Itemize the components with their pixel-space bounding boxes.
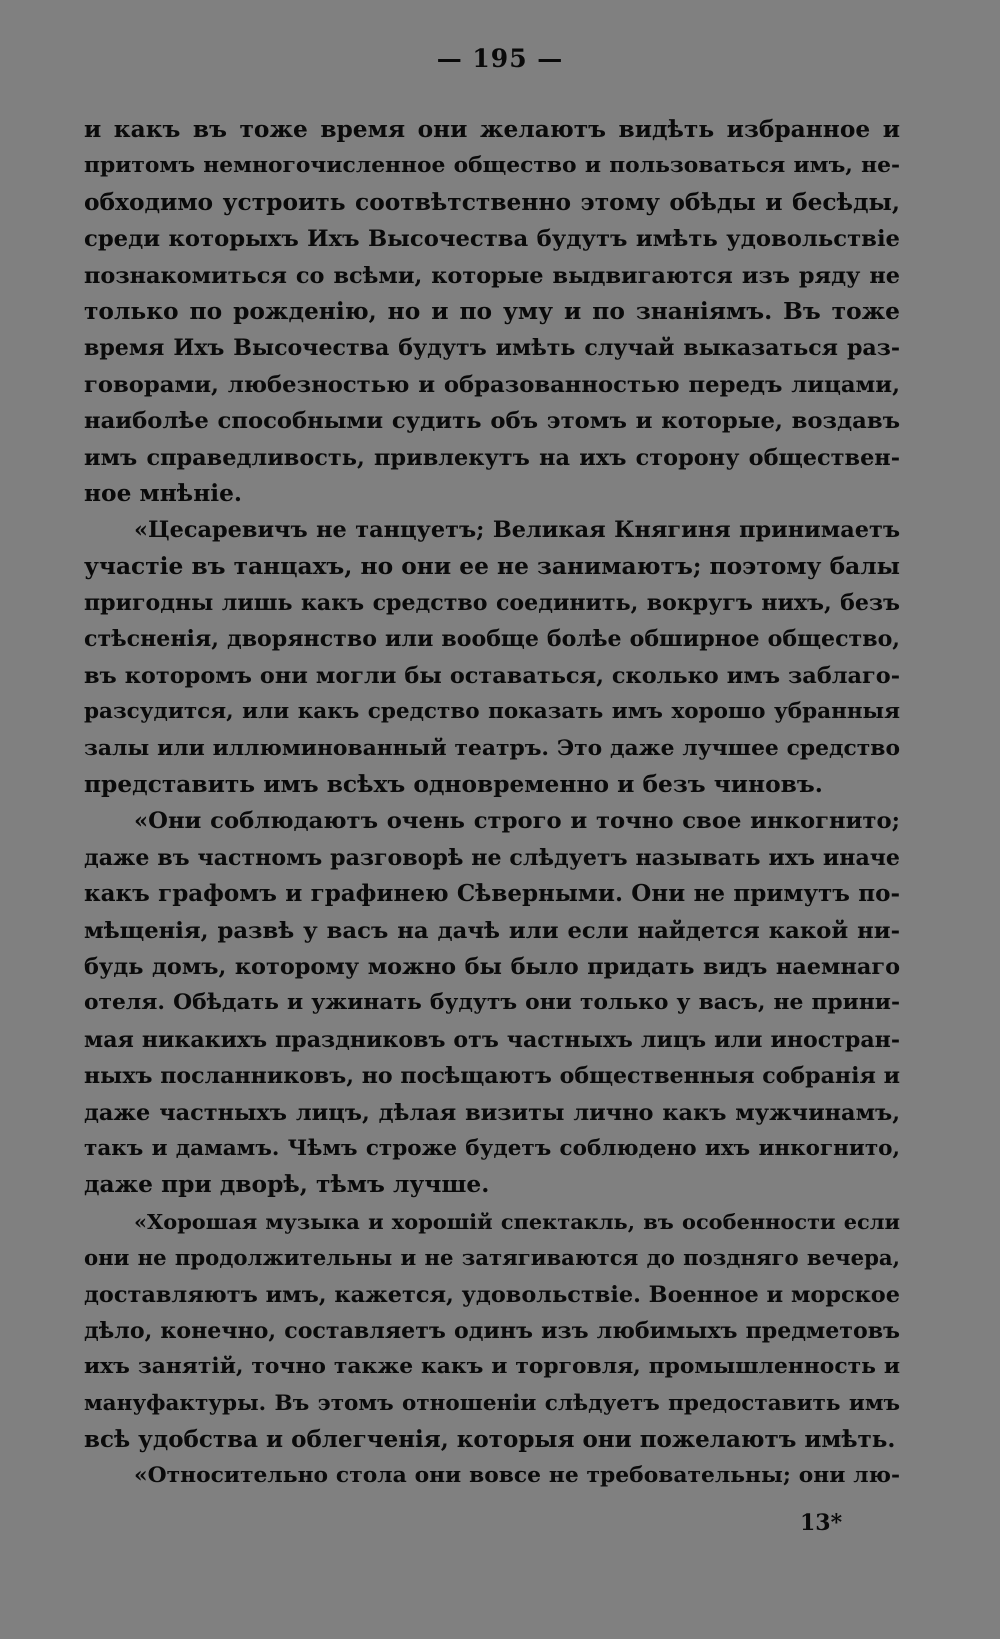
text-line: «Они соблюдаютъ очень строго и точно свое инкогнито; <box>134 808 900 835</box>
text-line: залы или иллюминованный театръ. Это даже лучшее средство <box>84 735 900 761</box>
text-line: стѣсненія, дворянство или вообще болѣе обширное общество, <box>84 626 900 653</box>
signature-mark: 13* <box>800 1510 843 1536</box>
paragraph-3 <box>84 803 900 1203</box>
text-line: всѣ удобства и облегченія, которыя они пожелаютъ имѣть. <box>84 1426 896 1454</box>
text-line: даже частныхъ лицъ, дѣлая визиты лично какъ мужчинамъ, <box>84 1099 900 1126</box>
text-line: только по рожденію, но и по уму и по знаніямъ. Въ тоже <box>84 297 900 325</box>
text-line: будь домъ, которому можно бы было придать видъ наемнаго <box>84 953 900 980</box>
text-line: притомъ немногочисленное общество и пользоваться имъ, не- <box>84 153 900 179</box>
text-line: разсудится, или какъ средство показать имъ хорошо убранныя <box>84 699 900 725</box>
text-line: познакомиться со всѣми, которые выдвигаются изъ ряду не <box>84 262 900 289</box>
text-line: такъ и дамамъ. Чѣмъ строже будетъ соблюдено ихъ инкогнито, <box>84 1135 900 1161</box>
text-line: дѣло, конечно, составляетъ одинъ изъ любимыхъ предметовъ <box>84 1317 900 1344</box>
text-line: участіе въ танцахъ, но они ее не занимаютъ; поэтому балы <box>84 552 900 580</box>
text-line: «Хорошая музыка и хорошій спектакль, въ особенности если <box>134 1208 900 1234</box>
text-line: какъ графомъ и графинею Сѣверными. Они не примутъ по- <box>84 880 900 908</box>
page-number: — 195 — <box>436 44 564 73</box>
text-line: наиболѣе способными судить объ этомъ и которые, воздавъ <box>84 408 900 435</box>
text-line: они не продолжительны и не затягиваются до поздняго вечера, <box>84 1245 900 1271</box>
paragraph-1 <box>84 112 900 512</box>
text-line: имъ справедливость, привлекутъ на ихъ сторону обществен- <box>84 444 900 471</box>
text-line: ное мнѣніе. <box>84 479 243 507</box>
text-line: пригодны лишь какъ средство соединить, вокругъ нихъ, безъ <box>84 590 900 617</box>
text-line: время Ихъ Высочества будутъ имѣть случай выказаться раз- <box>84 335 900 362</box>
text-body <box>84 112 900 1495</box>
text-line: мая никакихъ праздниковъ отъ частныхъ лицъ или иностран- <box>84 1026 900 1053</box>
text-line: даже при дворѣ, тѣмъ лучше. <box>84 1171 490 1199</box>
text-line: представить имъ всѣхъ одновременно и безъ чиновъ. <box>84 771 823 799</box>
text-line: мануфактуры. Въ этомъ отношеніи слѣдуетъ предоставить имъ <box>84 1390 900 1416</box>
text-line: отеля. Обѣдать и ужинать будутъ они только у васъ, не прини- <box>84 990 900 1016</box>
text-line: обходимо устроить соотвѣтственно этому обѣды и бесѣды, <box>84 188 900 216</box>
text-line: доставляютъ имъ, кажется, удовольствіе. Военное и морское <box>84 1281 900 1308</box>
text-line: «Относительно стола они вовсе не требовательны; они лю- <box>134 1463 900 1489</box>
paragraph-4 <box>84 1204 900 1459</box>
text-line: даже въ частномъ разговорѣ не слѣдуетъ называть ихъ иначе <box>84 844 900 871</box>
paragraph-5 <box>84 1458 900 1494</box>
paragraph-2 <box>84 512 900 803</box>
text-line: мѣщенія, развѣ у васъ на дачѣ или если найдется какой ни- <box>84 917 900 944</box>
text-line: говорами, любезностью и образованностью передъ лицами, <box>84 371 900 398</box>
text-line: ихъ занятій, точно также какъ и торговля, промышленность и <box>84 1354 900 1380</box>
text-line: и какъ въ тоже время они желаютъ видѣть избранное и <box>84 116 900 143</box>
text-line: въ которомъ они могли бы оставаться, сколько имъ заблаго- <box>84 662 900 689</box>
text-line: «Цесаревичъ не танцуетъ; Великая Княгиня принимаетъ <box>134 517 900 544</box>
text-line: среди которыхъ Ихъ Высочества будутъ имѣть удовольствіе <box>84 226 900 253</box>
text-line: ныхъ посланниковъ, но посѣщаютъ общественныя собранія и <box>84 1063 900 1090</box>
